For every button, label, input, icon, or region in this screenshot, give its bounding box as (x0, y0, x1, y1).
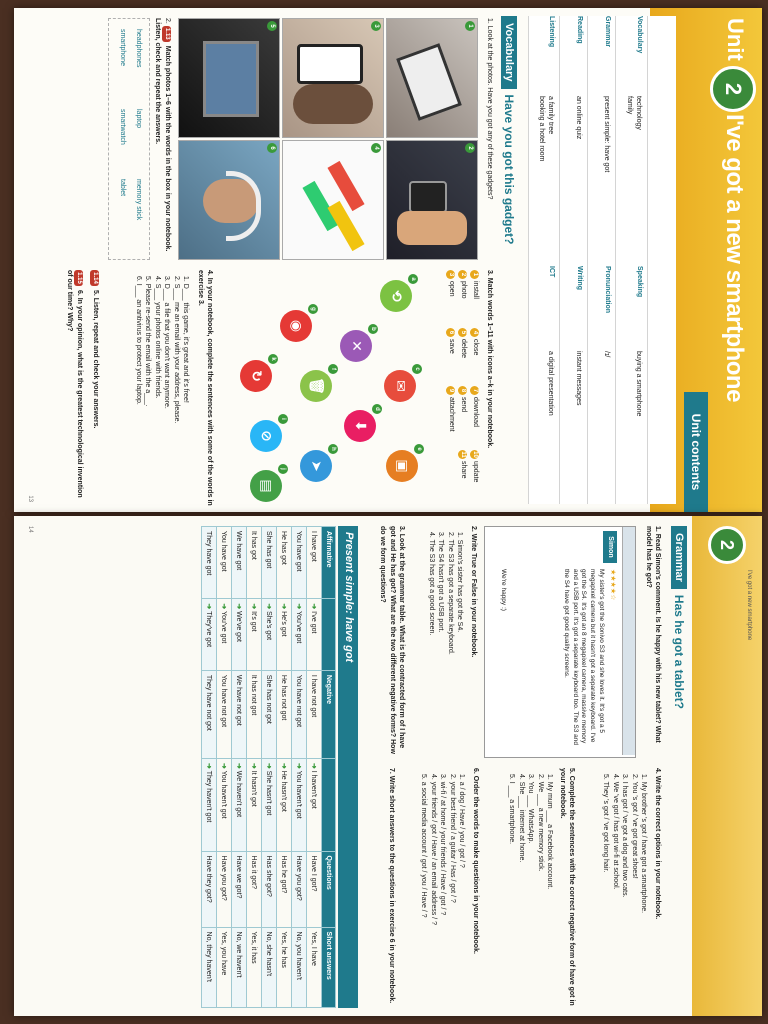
list-item: 3. wi-fi / at home / your friends / Have / got / ? (439, 774, 447, 916)
table-cell: Has he got? (277, 851, 292, 927)
open-icon: ▤ (250, 470, 282, 502)
comment-signoff: We're happy :) (500, 569, 507, 611)
table-cell: It has got (247, 527, 262, 599)
contents-value: a family tree booking a hotel room (537, 96, 554, 162)
table-row (262, 527, 277, 1008)
table-cell (232, 758, 247, 851)
list-item: 1. Simon's sister has got the S4. (456, 532, 463, 633)
section-title: Have you got this gadget? (502, 94, 516, 245)
contents-row (559, 16, 588, 504)
table-cell-text: It's got (250, 611, 257, 632)
table-row (232, 527, 247, 1008)
table-cell: No, they haven't (202, 927, 217, 1007)
table-cell (202, 599, 217, 671)
icon-letter: h (328, 444, 338, 454)
table-cell: Yes, you have (217, 927, 232, 1007)
table-row (307, 527, 322, 1008)
icon-letter: g (308, 304, 318, 314)
section-tag: Grammar (671, 526, 687, 589)
contents-value: present simple: have got (603, 96, 610, 173)
contents-value: instant messages (575, 351, 582, 406)
word-number: 11 (460, 451, 466, 458)
list-item: 2. your best friend / a guitar / Has / got / ? (448, 774, 456, 903)
word: install (472, 281, 479, 299)
word-number: 5 (458, 328, 467, 337)
table-cell (292, 599, 307, 671)
table-cell (232, 599, 247, 671)
word-number: 1 (470, 270, 479, 279)
list-item: 6. I___ an antivirus to protect your laptop. (134, 276, 142, 405)
close-window-icon: ✕ (340, 330, 372, 362)
word-box-item: tablet (119, 179, 126, 197)
exercise-4: 4. In your notebook, complete the sentences with some of the words in exercise 3. (196, 270, 213, 506)
table-cell: They have got (202, 527, 217, 599)
table-cell: She has got (262, 527, 277, 599)
contents-value: a digital presentation (547, 351, 554, 416)
table-row (202, 527, 217, 1008)
list-item: 5. They 's got / 've got long hair. (602, 774, 610, 873)
rating-stars: ★★★★☆ (609, 569, 616, 601)
unit-contents-tab: Unit contents (684, 392, 708, 512)
exercise-5-list (507, 774, 554, 1008)
list-item: 5. a social media account / got / you / Have / ? (420, 774, 428, 918)
contents-label: Speaking (636, 266, 643, 298)
table-cell: He has not got (277, 670, 292, 758)
table-cell (217, 599, 232, 671)
browser-bar (622, 527, 635, 755)
word-box-item: memory stick (135, 179, 142, 221)
photo-number: 3 (371, 21, 381, 31)
contents-value: technology family (625, 96, 642, 130)
table-cell-text: You've got (295, 611, 302, 644)
grammar-table (201, 526, 336, 1008)
list-item: 4. She ___ internet at home. (517, 774, 525, 863)
table-cell-text: We haven't got (235, 770, 242, 818)
table-cell-text: You haven't got (295, 770, 302, 819)
table-cell: Have you got? (217, 851, 232, 927)
exercise-6-list (419, 774, 466, 1008)
word: share (460, 461, 467, 479)
photo-tablet (386, 18, 478, 138)
icon-letter: i (278, 414, 288, 424)
simon-comment-card (484, 526, 636, 758)
table-cell: I have not got (307, 670, 322, 758)
table-cell: You have not got (292, 670, 307, 758)
table-header: Short answers (322, 927, 336, 1007)
exercise-2-list (426, 532, 464, 756)
arrow-right-icon: ➜ (265, 762, 272, 771)
arrow-right-icon: ➜ (250, 762, 257, 771)
table-cell: He has got (277, 527, 292, 599)
table-cell: You have got (217, 527, 232, 599)
arrow-right-icon: ➜ (205, 762, 212, 771)
table-cell: Yes, I have (307, 927, 322, 1007)
table-cell: Yes, he has (277, 927, 292, 1007)
table-cell (262, 758, 277, 851)
contents-label: Vocabulary (636, 16, 643, 54)
table-cell: Have we got? (232, 851, 247, 927)
exercise-7: 7. Write short answers to the questions in exercise 6 in your notebook. (388, 768, 395, 1004)
arrow-right-icon: ➜ (235, 603, 242, 612)
table-cell-text: They've got (205, 611, 212, 648)
word-box-item: smartphone (119, 29, 126, 66)
attachment-icon: ⊘ (250, 420, 282, 452)
table-cell: You have got (292, 527, 307, 599)
unit-number-badge: 2 (708, 526, 746, 564)
exercise-3-word-grid (440, 270, 480, 506)
save-icon: ▣ (386, 450, 418, 482)
audio-track-badge: 1.14 (90, 270, 99, 286)
contents-label: Listening (548, 16, 555, 48)
grammar-heading (670, 526, 688, 709)
photo-headphones (178, 140, 280, 260)
table-header: Negative (322, 670, 336, 758)
table-cell-text: I haven't got (310, 770, 317, 809)
word-box-item: smartwatch (119, 109, 126, 145)
arrow-right-icon: ➜ (295, 762, 302, 771)
arrow-right-icon: ➜ (310, 762, 317, 771)
exercise-4: 4. Write the correct options in your notebook. (654, 768, 661, 920)
icon-letter: f (328, 364, 338, 374)
table-cell: They have not got (202, 670, 217, 758)
list-item: 1. My mum ___ a Facebook account. (546, 774, 553, 890)
page-number: 13 (27, 495, 33, 502)
list-item: 2. S___ me an email with your address, please. (172, 276, 180, 424)
icon-letter: b (368, 324, 378, 334)
photo-number: 2 (465, 143, 475, 153)
vocabulary-heading (500, 16, 518, 245)
table-cell (247, 599, 262, 671)
list-item: 4. The S3 has got a good screen. (427, 532, 435, 636)
grammar-table-title: Present simple: have got (343, 532, 355, 663)
word-number: 6 (446, 328, 455, 337)
icon-letter: a (408, 274, 418, 284)
exercise-6: 6. Order the words to make questions in your notebook. (472, 768, 479, 954)
table-cell (292, 758, 307, 851)
table-cell (307, 599, 322, 671)
table-cell (277, 599, 292, 671)
comment-text: My sister's got the Sonivo S3 and she loves it. It's got a 5 megapixel camera but it hasn't got a separate keyboard. I've got the S4. It's got an 8 megapixel camera, massive memory and a USB port. It's got a separate keyboard too. The S3 and the S4 have got good quality screens. (562, 569, 605, 746)
contents-row (615, 16, 648, 504)
download-icon: ⬇ (344, 410, 376, 442)
table-cell: Yes, it has (247, 927, 262, 1007)
contents-label: Pronunciation (604, 266, 611, 314)
icon-letter: e (414, 444, 424, 454)
table-cell (307, 758, 322, 851)
list-item: 5. I ___ a smartphone. (508, 774, 516, 845)
exercise-text: Match photos 1–6 with the words in the box in your notebook. Listen, check and repeat the answers. (154, 18, 171, 252)
word: close (472, 339, 479, 356)
table-header (322, 758, 336, 851)
exercise-text: 6. In your opinion, what is the greatest technological invention of our time? Why? (66, 270, 83, 498)
list-item: 5. Please re-send the email with the a___. (144, 276, 152, 407)
list-item: 4. We 've got / has got wi-fi at school. (611, 774, 619, 890)
arrow-right-icon: ➜ (250, 603, 257, 612)
section-title: Has he got a tablet? (672, 594, 686, 709)
email-icon: ✉ (384, 370, 416, 402)
audio-track-badge: 1.13 (162, 26, 171, 42)
contents-value: buying a smartphone (635, 351, 642, 417)
table-row (247, 527, 262, 1008)
list-item: 3. D___ a file that you don't want anymore. (163, 276, 171, 409)
word: download (472, 397, 479, 427)
running-head: I've got a new smartphone (746, 570, 752, 641)
table-cell-text: He hasn't got (280, 770, 287, 812)
exercise-1: 1. Look at the photos. Have you got any of these gadgets? (486, 18, 493, 200)
list-item: 1. a / dog / Have / you / got / ? (458, 774, 465, 868)
table-cell: Have they got? (202, 851, 217, 927)
table-cell-text: You haven't got (220, 770, 227, 819)
arrow-right-icon: ➜ (280, 762, 287, 771)
send-icon: ➤ (300, 450, 332, 482)
list-item: 4. your friends / got / Have / an email address / ? (429, 774, 437, 925)
arrow-right-icon: ➜ (220, 603, 227, 612)
table-cell: It has not got (247, 670, 262, 758)
arrow-right-icon: ➜ (265, 603, 272, 612)
icon-letter: c (412, 364, 422, 374)
table-cell: No, we haven't (232, 927, 247, 1007)
unit-banner (692, 516, 762, 1016)
table-header: Affirmative (322, 527, 336, 599)
exercise-5: 5. Complete the sentences with the correct negative form of have got in your notebook. (558, 768, 575, 1006)
table-cell-text: He's got (280, 611, 287, 637)
table-header-row (322, 527, 336, 1008)
share-icon: ⟲ (380, 280, 412, 312)
photo-number: 4 (371, 143, 381, 153)
word: send (460, 397, 467, 413)
contents-label: ICT (548, 266, 555, 278)
word-box-item: laptop (135, 109, 142, 129)
list-item: 2. The S3 has got a separate keyboard. (446, 532, 454, 655)
word: attachment (448, 397, 455, 432)
icon-letter: d (372, 404, 382, 414)
word-number: 2 (458, 270, 467, 279)
table-cell-text: We've got (235, 611, 242, 642)
table-cell: She has not got (262, 670, 277, 758)
exercise-3: 3. Look at the grammar table. What is the contracted form of I have got and He has got? What are the two different negative forms? How do we form questions? (379, 526, 405, 754)
unit-contents-table (528, 16, 676, 504)
contents-label: Grammar (604, 16, 611, 48)
arrow-right-icon: ➜ (220, 762, 227, 771)
table-cell (277, 758, 292, 851)
word-box (108, 18, 150, 260)
left-page (14, 8, 762, 512)
unit-number-badge: 2 (710, 66, 756, 112)
list-item: 3. The S4 hasn't got a USB port. (437, 532, 445, 633)
photo-smartwatch (386, 140, 478, 260)
contents-value: /ɪ/ (603, 351, 610, 358)
exercise-4-list (133, 276, 190, 506)
table-cell: No, she hasn't (262, 927, 277, 1007)
word: open (448, 281, 455, 297)
table-cell (217, 758, 232, 851)
exercise-2 (153, 18, 172, 258)
right-page (14, 516, 762, 1016)
icon-letter: j (278, 464, 288, 474)
list-item: 2. You 's got / 've got great shoes! (630, 774, 638, 879)
table-cell: You have not got (217, 670, 232, 758)
exercise-1: 1. Read Simon's comment. Is he happy with his new tablet? What model has he got? (644, 526, 661, 743)
arrow-right-icon: ➜ (280, 603, 287, 612)
word-box-item: headphones (135, 29, 142, 68)
list-item: 4. S___ your photos online with friends. (153, 276, 161, 399)
table-cell: No, you haven't (292, 927, 307, 1007)
list-item: 1. My brother 's got / have got a smartphone. (640, 774, 647, 914)
word: delete (460, 339, 467, 359)
word: update (472, 461, 479, 483)
commenter-name: Simon (603, 531, 617, 563)
table-cell-text: It hasn't got (250, 770, 257, 807)
arrow-right-icon: ➜ (235, 762, 242, 771)
delete-icon: 🗑 (300, 370, 332, 402)
audio-track-badge: 1.15 (74, 270, 83, 286)
arrow-right-icon: ➜ (205, 603, 212, 612)
word-number: 3 (446, 270, 455, 279)
word-number: 8 (458, 386, 467, 395)
table-cell (202, 758, 217, 851)
table-row (292, 527, 307, 1008)
table-cell-text: She's got (265, 611, 272, 641)
table-cell: Has it got? (247, 851, 262, 927)
word: photo (460, 281, 467, 299)
exercise-text: 5. Listen, repeat and check your answers. (92, 289, 99, 429)
contents-value: an online quiz (575, 96, 582, 140)
table-cell-text: I've got (310, 611, 317, 634)
list-item: 1. D___ this game, it's great and it's free! (182, 276, 189, 403)
exercise-5 (90, 270, 100, 506)
contents-row (587, 16, 616, 504)
word-number: 7 (470, 386, 479, 395)
arrow-right-icon: ➜ (310, 603, 317, 612)
word: save (448, 339, 455, 354)
photo-number: 1 (465, 21, 475, 31)
update-icon: ↻ (240, 360, 272, 392)
table-cell: Has she got? (262, 851, 277, 927)
word-number: 10 (472, 451, 478, 458)
table-cell-text: You've got (220, 611, 227, 644)
page-number: 14 (27, 526, 33, 533)
photo-laptop (178, 18, 280, 138)
table-row (277, 527, 292, 1008)
photo-icon: ◉ (280, 310, 312, 342)
icon-letter: k (268, 354, 278, 364)
contents-label: Reading (576, 16, 583, 44)
section-tag: Vocabulary (501, 16, 517, 89)
unit-word: Unit (723, 18, 748, 61)
photo-smartphone (282, 18, 384, 138)
table-cell-text: She hasn't got (265, 770, 272, 816)
photo-number: 6 (267, 143, 277, 153)
contents-label: Writing (576, 266, 583, 290)
arrow-right-icon: ➜ (295, 603, 302, 612)
contents-row (528, 16, 560, 504)
exercise-3: 3. Match words 1–11 with icons a–k in your notebook. (486, 270, 493, 449)
exercise-number: 2. (164, 18, 171, 24)
photo-memory-stick (282, 140, 384, 260)
table-cell: We have not got (232, 670, 247, 758)
unit-title: I've got a new smartphone (721, 114, 748, 402)
word-number: 9 (446, 386, 455, 395)
icon-cluster (222, 270, 432, 506)
table-header: Questions (322, 851, 336, 927)
exercise-4-list (601, 774, 648, 1008)
list-item: 2. We ___ a new memory stick. (536, 774, 544, 872)
grammar-table-title-bar (338, 526, 358, 1008)
word-number: 4 (470, 328, 479, 337)
table-cell: Have you got? (292, 851, 307, 927)
exercise-2: 2. Write True or False in your notebook. (470, 526, 477, 658)
list-item: 3. You ___ WhatsApp. (527, 774, 535, 844)
table-cell-text: They haven't got (205, 770, 212, 823)
table-cell: We have got (232, 527, 247, 599)
table-header (322, 599, 336, 671)
table-cell (262, 599, 277, 671)
table-row (217, 527, 232, 1008)
table-cell: Have I got? (307, 851, 322, 927)
list-item: 3. I has got / 've got a dog and two cats. (621, 774, 629, 898)
table-cell: I have got (307, 527, 322, 599)
table-cell (247, 758, 262, 851)
exercise-6 (65, 270, 84, 506)
photo-number: 5 (267, 21, 277, 31)
